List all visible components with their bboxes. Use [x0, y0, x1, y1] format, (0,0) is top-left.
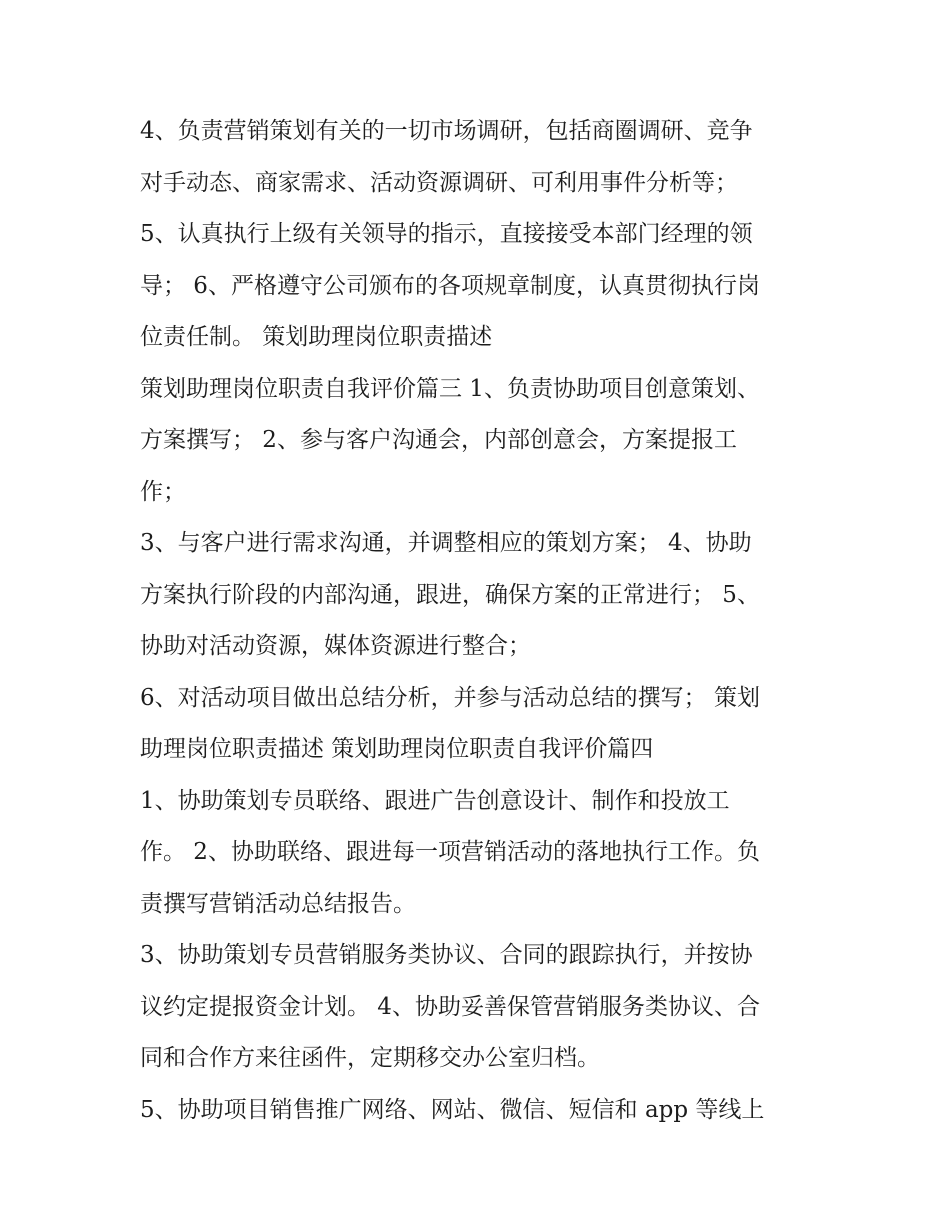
text-line: 策划助理岗位职责自我评价篇三 1、负责协助项目创意策划、: [140, 375, 760, 402]
text-line: 协助对活动资源，媒体资源进行整合；: [140, 633, 531, 659]
text-line: 导； 6、严格遵守公司颁布的各项规章制度，认真贯彻执行岗: [140, 272, 760, 299]
text-line: 方案撰写； 2、参与客户沟通会，内部创意会，方案提报工: [140, 427, 737, 453]
text-line: 助理岗位职责描述 策划助理岗位职责自我评价篇四: [140, 736, 654, 762]
text-line: 6、对活动项目做出总结分析，并参与活动总结的撰写； 策划: [140, 684, 760, 711]
text-line: 3、协助策划专员营销服务类协议、合同的跟踪执行，并按协: [140, 942, 753, 968]
text-line: 责撰写营销活动总结报告。: [140, 890, 416, 917]
text-line: 位责任制。 策划助理岗位职责描述: [140, 324, 493, 350]
text-line: 3、与客户进行需求沟通，并调整相应的策划方案； 4、协助: [140, 530, 752, 556]
text-line: 方案执行阶段的内部沟通，跟进，确保方案的正常进行； 5、: [140, 581, 760, 608]
text-line: 同和合作方来往函件，定期移交办公室归档。: [140, 1045, 600, 1071]
text-line: 对手动态、商家需求、活动资源调研、可利用事件分析等；: [140, 169, 738, 196]
text-line: 作；: [140, 478, 186, 505]
text-line: 作。 2、协助联络、跟进每一项营销活动的落地执行工作。负: [140, 839, 760, 865]
text-line: 1、协助策划专员联络、跟进广告创意设计、制作和投放工: [140, 787, 730, 814]
text-line: 议约定提报资金计划。 4、协助妥善保管营销服务类协议、合: [140, 993, 760, 1020]
text-line: 4、负责营销策划有关的一切市场调研，包括商圈调研、竞争: [140, 118, 753, 144]
text-line: 5、认真执行上级有关领导的指示，直接接受本部门经理的领: [140, 221, 753, 247]
document-body: [140, 106, 820, 1136]
text-line: 5、协助项目销售推广网络、网站、微信、短信和 app 等线上: [140, 1096, 765, 1123]
